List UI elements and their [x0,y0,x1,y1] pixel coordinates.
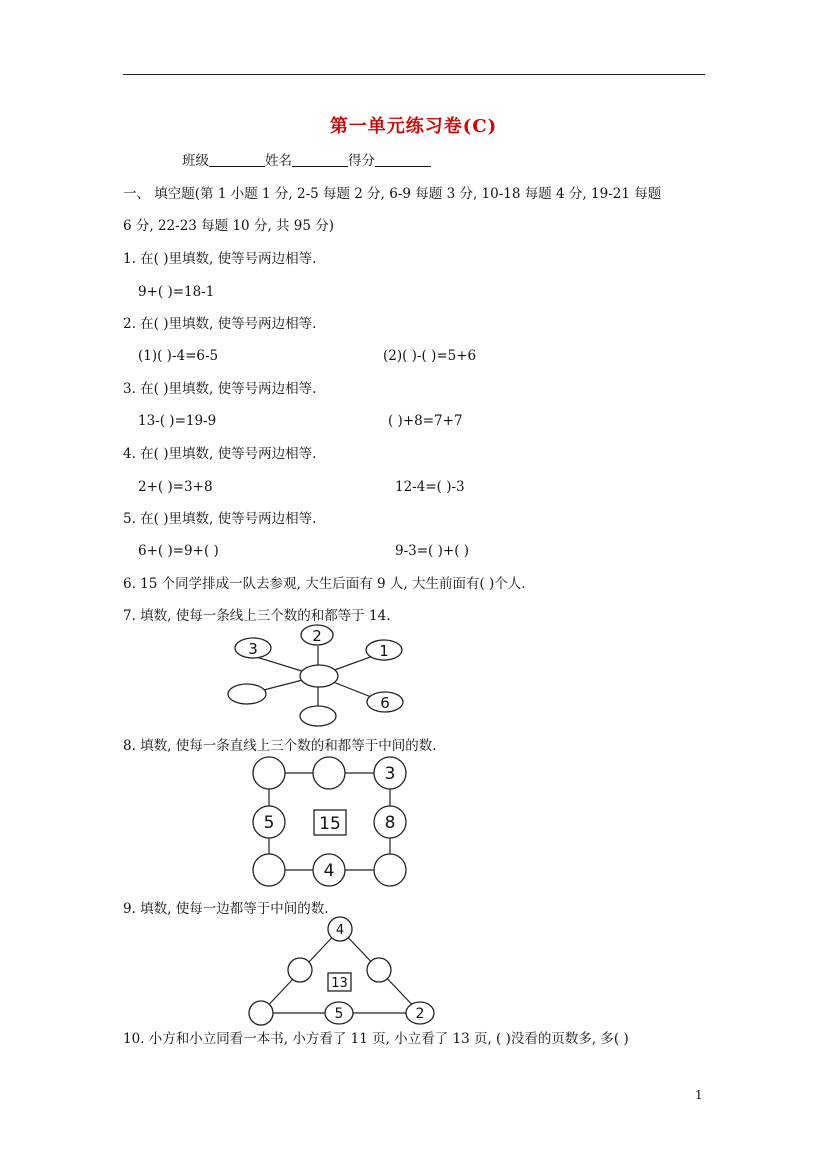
name-label: 姓名 [265,153,292,169]
q4-equation-a: 2+( )=3+8 [138,479,213,495]
score-label: 得分 [348,153,375,169]
q9-number-bottom-right: 2 [415,1006,425,1022]
q9-center-number: 13 [331,976,348,991]
class-label: 班级 [182,153,209,169]
q4-equation-b: 12-4=( )-3 [395,479,465,495]
q9-triangle-diagram [240,916,440,1028]
student-info-row [182,152,431,170]
q9-node-right-middle[interactable] [367,958,391,982]
q3-prompt: 3. 在( )里填数, 使等号两边相等. [123,381,317,397]
q1-prompt: 1. 在( )里填数, 使等号两边相等. [123,251,317,267]
section-heading-line2: 6 分, 22-23 每题 10 分, 共 95 分) [123,218,335,234]
q1-equation: 9+( )=18-1 [138,284,215,300]
class-blank[interactable] [209,152,265,167]
q7-star-diagram [220,622,420,730]
q5-equation-a: 6+( )=9+( ) [138,543,219,559]
q7-prompt: 7. 填数, 使每一条线上三个数的和都等于 14. [123,608,391,624]
q9-prompt: 9. 填数, 使每一边都等于中间的数. [123,901,329,917]
q2-equation-a: (1)( )-4=6-5 [138,348,219,364]
q5-equation-b: 9-3=( )+( ) [395,543,470,559]
q7-node-center[interactable] [300,665,338,687]
q7-number-upper-left: 3 [248,640,258,658]
q8-node-bottom-left[interactable] [253,854,285,886]
q8-prompt: 8. 填数, 使每一条直线上三个数的和都等于中间的数. [123,738,437,754]
q5-prompt: 5. 在( )里填数, 使等号两边相等. [123,511,317,527]
section-heading-line1: 一、 填空题(第 1 小题 1 分, 2-5 每题 2 分, 6-9 每题 3 分, 10-18 每题 4 分, 19-21 每题 [123,186,662,202]
q6-prompt: 6. 15 个同学排成一队去参观, 大生后面有 9 人, 大生前面有( )个人. [123,576,526,592]
q9-node-bottom-left[interactable] [249,1001,273,1025]
q7-node-bottom[interactable] [300,706,336,726]
q7-number-lower-right: 6 [380,694,390,712]
q8-node-bottom-right[interactable] [374,854,406,886]
q8-square-diagram [245,755,415,890]
page-title: 第一单元练习卷(C) [329,116,498,137]
page-number: 1 [695,1088,703,1102]
q9-number-top: 4 [335,923,345,938]
q2-equation-b: (2)( )-( )=5+6 [383,348,477,364]
q3-equation-a: 13-( )=19-9 [138,413,217,429]
q4-prompt: 4. 在( )里填数, 使等号两边相等. [123,446,317,462]
q7-number-upper-right: 1 [379,642,389,660]
name-blank[interactable] [292,152,348,167]
q10-prompt: 10. 小方和小立同看一本书, 小方看了 11 页, 小立看了 13 页, ( )没看的页数多, 多( ) [123,1031,629,1047]
q8-number-middle-right: 8 [384,813,396,833]
q7-node-lower-left[interactable] [228,684,266,704]
q8-number-middle-left: 5 [263,813,275,833]
q8-number-top-right: 3 [384,764,396,784]
q9-number-bottom-middle: 5 [334,1006,344,1022]
score-blank[interactable] [375,152,431,167]
q8-number-bottom-middle: 4 [323,861,335,881]
q8-node-top-middle[interactable] [313,757,345,789]
header-rule [123,74,705,75]
q8-node-top-left[interactable] [253,757,285,789]
q3-equation-b: ( )+8=7+7 [388,413,463,429]
q2-prompt: 2. 在( )里填数, 使等号两边相等. [123,316,317,332]
q9-node-left-middle[interactable] [288,958,312,982]
q8-center-number: 15 [319,814,341,834]
q7-number-top: 2 [312,627,322,645]
